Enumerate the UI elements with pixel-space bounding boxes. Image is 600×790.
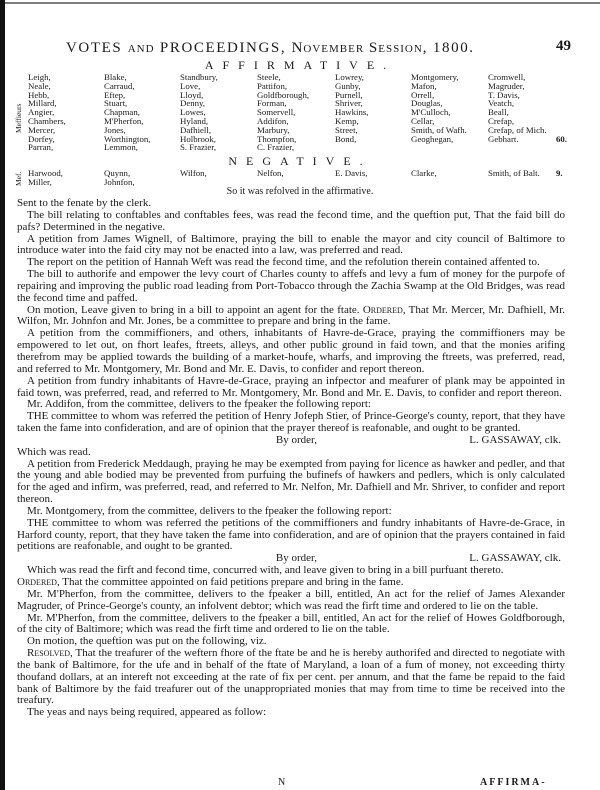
negative-column [28, 169, 63, 187]
affirmative-column [488, 73, 547, 143]
member-name: Steele, [257, 72, 281, 82]
affirmative-column [257, 73, 309, 152]
member-name: Worthington, [104, 133, 151, 144]
negative-column [488, 169, 540, 178]
signature-line [17, 435, 565, 447]
member-name: Denny, [180, 98, 206, 109]
clerk-signature: L. GASSAWAY, clk. [469, 433, 561, 446]
member-name: Carraud, [104, 80, 135, 91]
affirmative-column [335, 73, 368, 143]
paragraph-text: A petition from James Wignell, of Baltimore, praying the bill to enable the mayor and city council of Baltimore to introduce water into the faid city may not be enacted into a law, was preferred and read. [17, 232, 565, 257]
member-name: Leigh, [28, 72, 51, 82]
small-caps-keyword: Ordered [17, 576, 57, 588]
member-name: Jones, [104, 124, 126, 135]
by-order-label: By order, [275, 433, 317, 446]
negative-title: NEGATIVE. [228, 154, 372, 168]
member-name: Purnell, [335, 89, 363, 100]
member-name: Goldfborough, [257, 89, 310, 100]
member-name: C. Frazier, [257, 142, 295, 153]
member-name: Lowrey, [335, 72, 364, 82]
member-name: Mafon, [411, 80, 437, 91]
paragraph-text: Mr. Addifon, from the committee, delivers to the fpeaker the following report: [27, 398, 371, 411]
paragraph-text: Mr. Montgomery, from the committee, delivers to the fpeaker the following report: [27, 504, 392, 517]
member-name: E. Davis, [335, 168, 368, 178]
paragraph-text: Mr. M'Pherfon, from the committee, delivers to the fpeaker a bill, entitled, An act for the relief of James Alexander Magruder, of Prince-George's county, an infolvent debtor; which was read the firft time and ordered to lie on the table. [17, 587, 565, 612]
member-name: Lowes, [180, 107, 206, 118]
member-name: Hawkins, [335, 107, 369, 118]
member-name: Cellar, [411, 115, 435, 126]
member-name: M'Culloch, [411, 107, 451, 118]
header-votes: VOTES [66, 40, 123, 56]
small-caps-keyword: Resolved [27, 647, 71, 660]
member-name: Nelfon, [257, 168, 284, 178]
small-caps-keyword: Ordered [362, 303, 403, 316]
member-name: M'Pherfon, [104, 115, 144, 126]
member-name: Cromwell, [488, 72, 526, 82]
member-name: Chambers, [28, 115, 66, 126]
paragraph-text: On motion, Leave given to bring in a bill to appoint an agent for the ftate. [27, 303, 363, 316]
member-name: Crefap, of Mich. [488, 124, 547, 135]
running-header [66, 40, 475, 57]
paragraph [17, 518, 565, 554]
member-name: Dorfey, [28, 133, 55, 144]
proceedings-body [17, 198, 565, 719]
negative-column [411, 169, 437, 178]
member-name: Angier, [28, 107, 55, 118]
member-name: Veatch, [488, 98, 515, 109]
paragraph [17, 305, 565, 329]
member-name: Geoghegan, [411, 133, 454, 144]
member-name: Street, [335, 124, 358, 135]
member-name: Clarke, [411, 168, 437, 178]
paragraph-text: , That the treafurer of the weftern fhore of the ftate be and he is hereby authorifed and directed to negotiate with the bank of Baltimore, for the ufe and in behalf of the ftate of Maryland, a loan of a fum of money, not exceeding thirty thoufand dollars, at an intereft not exceeding at the rate of fix per cent. per annum, and that the fame be repaid to the faid bank of Baltimore by the faid treafurer out of the unappropriated monies that may from time to time be received into the treafury. [17, 647, 565, 707]
member-name: Millard, [28, 98, 57, 109]
member-name: Gunby, [335, 80, 361, 91]
affirmative-column [180, 73, 218, 152]
paragraph [17, 328, 565, 375]
signature-mark: N [278, 777, 286, 788]
paragraph [17, 589, 565, 613]
header-proceedings: PROCEEDINGS, [159, 40, 287, 56]
member-name: Eftep, [104, 89, 126, 100]
top-rule [5, 2, 600, 4]
member-name: Miller, [28, 176, 52, 187]
member-name: Mercer, [28, 124, 56, 135]
member-name: Marbury, [257, 124, 290, 135]
affirmative-column [28, 73, 66, 152]
header-year: 1800. [432, 40, 475, 56]
negative-column [180, 169, 207, 178]
member-name: Kemp, [335, 115, 359, 126]
member-name: Shriver, [335, 98, 363, 109]
negative-column [104, 169, 135, 187]
resolved-line: So it was refolved in the affirmative. [226, 186, 374, 197]
member-name: S. Frazier, [180, 142, 217, 153]
negative-column [257, 169, 284, 178]
paragraph-text: On motion, the queftion was put on the following, viz. [27, 635, 267, 648]
paragraph-text: Which was read. [17, 445, 91, 458]
affirmative-total: 60. [556, 133, 567, 144]
paragraph [17, 459, 565, 506]
clerk-signature: L. GASSAWAY, clk. [469, 552, 561, 565]
paragraph-text: THE committee to whom was referred the petitions of the commiffioners and fundry inhabitants of Havre-de-Grace, in Harford county, report, that they have taken the fame into confideration, and are of opinion that the prayers contained in faid petitions are reafonable, and ought to be granted. [17, 516, 565, 553]
header-session: November Session, [291, 40, 428, 56]
paragraph-text: A petition from Frederick Meddaugh, praying he may be exempted from paying for licence as hawker and pedler, and that the young and able bodied may be prevented from purfuing the bufinefs of hawkers and pedlers, which is only calculated for the aged and infirm, was preferred, read, and referred to Mr. Nelfon, Mr. Dafhiell and Mr. Shriver, to confider and report thereon. [17, 457, 565, 506]
paragraph-text: , That the committee appointed on faid petitions prepare and bring in the fame. [56, 576, 404, 588]
member-name: Stuart, [104, 98, 128, 109]
member-name: Standbury, [180, 72, 218, 82]
member-name: Bond, [335, 133, 357, 144]
negative-bracket-label: Mef. [14, 171, 23, 186]
paragraph-text: A petition from fundry inhabitants of Havre-de-Grace, praying an infpector and meafurer of plank may be appointed in faid town, was preferred, read, and referred to Mr. Montgomery, Mr. Bond and Mr. E. Davis, to confider and report thereon. [17, 374, 565, 399]
member-name: Wilfon, [180, 168, 207, 178]
member-name: Pattifon, [257, 80, 288, 91]
member-name: Magruder, [488, 80, 525, 91]
paragraph [17, 269, 565, 305]
paragraph-text: THE committee to whom was referred the petition of Henry Jofeph Stier, of Prince-George's county, report, that they have taken the fame into confideration, and are of opinion that the prayer thereof is reafonable, and ought to be granted. [17, 410, 565, 435]
page-number: 49 [556, 38, 571, 54]
member-name: Thompfon, [257, 133, 297, 144]
member-name: Smith, of Wafh. [411, 124, 467, 135]
member-name: Montgomery, [411, 72, 459, 82]
member-name: Smith, of Balt. [488, 168, 540, 178]
member-name: Harwood, [28, 168, 63, 178]
member-name: Blake, [104, 72, 127, 82]
member-name: Forman, [257, 98, 287, 109]
member-name: Beall, [488, 107, 509, 118]
member-name: Gebhart. [488, 133, 519, 144]
member-name: Dafhiell, [180, 124, 212, 135]
member-name: Holbrook, [180, 133, 216, 144]
member-name: Hyland, [180, 115, 209, 126]
affirmative-column [104, 73, 150, 152]
paragraph [17, 234, 565, 258]
paragraph [17, 376, 565, 400]
member-name: Lemmon, [104, 142, 138, 153]
member-name: Love, [180, 80, 201, 91]
paragraph-text: A petition from the commiffioners, and others, inhabitants of Havre-de-Grace, praying the commiffioners may be empowered to let out, on fhort leafes, ftreets, alleys, and other public ground in faid town, and that the monies arifing therefrom may be applied towards the building of a market-houfe, wharfs, and improving the ftreets, was preferred, read, and referred to Mr. Montgomery, Mr. Bond and Mr. E. Davis, to confider and report thereon. [17, 327, 565, 375]
member-name: Chapman, [104, 107, 140, 118]
member-name: Lloyd, [180, 89, 204, 100]
member-name: Douglas, [411, 98, 443, 109]
header-and: and [127, 40, 155, 56]
affirmative-title: AFFIRMATIVE. [204, 58, 396, 72]
paragraph-text: The yeas and nays being required, appeared as follow: [27, 706, 267, 719]
paragraph [17, 613, 565, 637]
paragraph [17, 707, 565, 719]
paragraph [17, 411, 565, 435]
negative-column [335, 169, 368, 178]
member-name: Quynn, [104, 168, 131, 178]
negative-total: 9. [556, 168, 563, 178]
member-name: Crefap, [488, 115, 515, 126]
scan-edge [0, 0, 5, 790]
paragraph-text: Sent to the fenate by the clerk. [17, 197, 152, 209]
paragraph-text: Mr. M'Pherfon, from the committee, delivers to the fpeaker a bill, entitled, An act for the relief of Howes Goldfborough, of the city of Baltimore; which was read the firft time and ordered to lie on the table. [17, 611, 565, 636]
member-name: T. Davis, [488, 89, 520, 100]
member-name: Neale, [28, 80, 51, 91]
paragraph-text: Which was read the firft and fecond time, concurred with, and leave given to bring in a bill purfuant thereto. [27, 564, 504, 577]
member-name: Orrell, [411, 89, 435, 100]
affirmative-bracket-label: Meffieurs [14, 103, 23, 133]
catchword: AFFIRMA- [480, 777, 547, 788]
member-name: Addifon, [257, 115, 289, 126]
affirmative-column [411, 73, 467, 143]
paragraph [17, 648, 565, 707]
paragraph-text: The bill relating to conftables and conftables fees, was read the fecond time, and the queftion put, That the faid bill do pafs? Determined in the negative. [17, 208, 565, 233]
member-name: Johnfon, [104, 176, 135, 187]
member-name: Parran, [28, 142, 54, 153]
by-order-label: By order, [275, 552, 317, 565]
paragraph [17, 210, 565, 234]
paragraph-text: , That Mr. Mercer, Mr. Dafhiell, Mr. Wilfon, Mr. Johnfon and Mr. Jones, be a committee to prepare and bring in the fame. [17, 303, 566, 328]
paragraph-text: The bill to authorife and empower the levy court of Charles county to affefs and levy a fum of money for the purpofe of repairing and improving the public road leading from Port-Tobacco through the Zachia Swamp at the Old Bridges, was read the fecond time and paffed. [17, 268, 565, 304]
paragraph-text: The report on the petition of Hannah Weft was read the fecond time, and the refolution therein contained affented to. [27, 256, 540, 269]
member-name: Somervell, [257, 107, 296, 118]
member-name: Hebb, [28, 89, 50, 100]
